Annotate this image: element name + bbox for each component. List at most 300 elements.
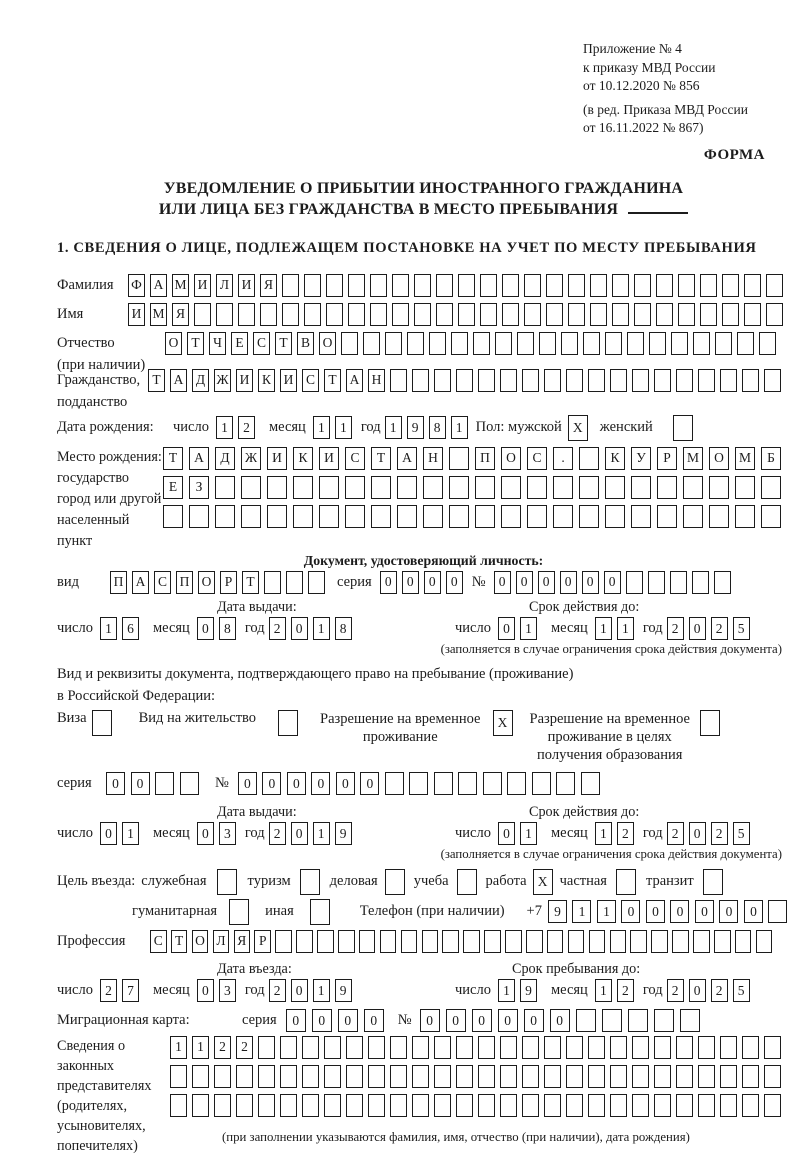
form-cell[interactable]: 0 <box>689 822 706 845</box>
form-cell[interactable] <box>473 332 490 355</box>
form-cell[interactable] <box>744 303 761 326</box>
form-cell[interactable] <box>475 505 495 528</box>
form-cell[interactable] <box>546 303 563 326</box>
form-cell[interactable]: А <box>189 447 209 470</box>
form-cell[interactable] <box>341 332 358 355</box>
form-cell[interactable]: 0 <box>197 979 214 1002</box>
form-cell[interactable] <box>346 1036 363 1059</box>
form-cell[interactable]: Л <box>216 274 233 297</box>
form-cell[interactable] <box>500 1065 517 1088</box>
form-cell[interactable] <box>458 274 475 297</box>
form-cell[interactable] <box>194 303 211 326</box>
form-cell[interactable]: 8 <box>219 617 236 640</box>
form-cell[interactable]: 0 <box>446 1009 466 1032</box>
form-cell[interactable] <box>566 369 583 392</box>
form-cell[interactable] <box>189 505 209 528</box>
form-cell[interactable] <box>632 1065 649 1088</box>
form-cell[interactable] <box>348 274 365 297</box>
form-cell[interactable] <box>612 303 629 326</box>
form-cell[interactable] <box>700 303 717 326</box>
form-cell[interactable] <box>761 476 781 499</box>
form-cell[interactable] <box>397 505 417 528</box>
form-cell[interactable]: В <box>297 332 314 355</box>
form-cell[interactable] <box>735 505 755 528</box>
form-cell[interactable]: 1 <box>597 900 616 923</box>
form-cell[interactable] <box>657 505 677 528</box>
form-cell[interactable]: 0 <box>311 772 330 795</box>
form-cell[interactable]: С <box>302 369 319 392</box>
form-cell[interactable] <box>632 369 649 392</box>
form-cell[interactable] <box>215 505 235 528</box>
form-cell[interactable]: А <box>170 369 187 392</box>
form-cell[interactable] <box>324 1065 341 1088</box>
form-cell[interactable] <box>436 274 453 297</box>
form-cell[interactable]: 2 <box>617 979 634 1002</box>
form-cell[interactable]: 1 <box>617 617 634 640</box>
form-cell[interactable]: 2 <box>236 1036 253 1059</box>
form-cell[interactable] <box>610 1065 627 1088</box>
form-cell[interactable] <box>267 505 287 528</box>
form-cell[interactable]: Т <box>171 930 188 953</box>
form-cell[interactable]: X <box>568 415 588 441</box>
form-cell[interactable] <box>610 369 627 392</box>
form-cell[interactable]: 0 <box>494 571 511 594</box>
form-cell[interactable] <box>698 369 715 392</box>
form-cell[interactable] <box>442 930 459 953</box>
form-cell[interactable] <box>319 505 339 528</box>
form-cell[interactable] <box>709 505 729 528</box>
form-cell[interactable]: О <box>501 447 521 470</box>
form-cell[interactable] <box>390 1094 407 1117</box>
form-cell[interactable] <box>766 303 783 326</box>
form-cell[interactable]: 2 <box>667 617 684 640</box>
form-cell[interactable]: 2 <box>711 979 728 1002</box>
form-cell[interactable] <box>656 303 673 326</box>
form-cell[interactable]: Т <box>187 332 204 355</box>
form-cell[interactable]: К <box>258 369 275 392</box>
form-cell[interactable] <box>324 1036 341 1059</box>
form-cell[interactable] <box>345 476 365 499</box>
form-cell[interactable]: С <box>345 447 365 470</box>
form-cell[interactable]: Я <box>234 930 251 953</box>
form-cell[interactable] <box>390 369 407 392</box>
form-cell[interactable] <box>628 1009 648 1032</box>
form-cell[interactable]: . <box>553 447 573 470</box>
form-cell[interactable] <box>714 571 731 594</box>
form-cell[interactable] <box>561 332 578 355</box>
form-cell[interactable] <box>589 930 606 953</box>
form-cell[interactable] <box>632 1094 649 1117</box>
form-cell[interactable]: 0 <box>106 772 125 795</box>
form-cell[interactable] <box>524 274 541 297</box>
form-cell[interactable]: 9 <box>520 979 537 1002</box>
form-cell[interactable] <box>588 369 605 392</box>
form-cell[interactable] <box>363 332 380 355</box>
form-cell[interactable] <box>434 369 451 392</box>
form-cell[interactable] <box>345 505 365 528</box>
form-cell[interactable]: 2 <box>100 979 117 1002</box>
form-cell[interactable] <box>500 1094 517 1117</box>
form-cell[interactable] <box>502 274 519 297</box>
form-cell[interactable] <box>612 274 629 297</box>
form-cell[interactable] <box>568 274 585 297</box>
form-cell[interactable] <box>422 930 439 953</box>
form-cell[interactable] <box>610 1036 627 1059</box>
form-cell[interactable] <box>317 930 334 953</box>
form-cell[interactable] <box>703 869 723 895</box>
form-cell[interactable] <box>501 476 521 499</box>
form-cell[interactable]: 2 <box>269 822 286 845</box>
form-cell[interactable]: 5 <box>733 979 750 1002</box>
form-cell[interactable]: 0 <box>287 772 306 795</box>
form-cell[interactable]: 1 <box>385 416 402 439</box>
form-cell[interactable]: О <box>165 332 182 355</box>
form-cell[interactable]: Т <box>324 369 341 392</box>
form-cell[interactable]: 1 <box>520 822 537 845</box>
form-cell[interactable] <box>654 369 671 392</box>
form-cell[interactable] <box>693 930 710 953</box>
form-cell[interactable]: Ч <box>209 332 226 355</box>
form-cell[interactable]: 1 <box>520 617 537 640</box>
form-cell[interactable]: К <box>293 447 313 470</box>
form-cell[interactable] <box>397 476 417 499</box>
form-cell[interactable] <box>714 930 731 953</box>
form-cell[interactable] <box>458 772 477 795</box>
form-cell[interactable]: Р <box>220 571 237 594</box>
form-cell[interactable] <box>412 1065 429 1088</box>
form-cell[interactable]: 6 <box>122 617 139 640</box>
form-cell[interactable] <box>590 274 607 297</box>
form-cell[interactable]: 8 <box>429 416 446 439</box>
form-cell[interactable] <box>215 476 235 499</box>
form-cell[interactable] <box>463 930 480 953</box>
form-cell[interactable]: 3 <box>219 822 236 845</box>
form-cell[interactable] <box>553 476 573 499</box>
form-cell[interactable]: 0 <box>560 571 577 594</box>
form-cell[interactable] <box>258 1065 275 1088</box>
form-cell[interactable]: И <box>236 369 253 392</box>
form-cell[interactable]: 1 <box>192 1036 209 1059</box>
form-cell[interactable] <box>296 930 313 953</box>
form-cell[interactable]: С <box>253 332 270 355</box>
form-cell[interactable] <box>423 505 443 528</box>
form-cell[interactable] <box>392 274 409 297</box>
form-cell[interactable] <box>275 930 292 953</box>
form-cell[interactable] <box>310 899 330 925</box>
form-cell[interactable] <box>359 930 376 953</box>
form-cell[interactable]: 0 <box>538 571 555 594</box>
form-cell[interactable] <box>214 1065 231 1088</box>
form-cell[interactable] <box>436 303 453 326</box>
form-cell[interactable] <box>626 571 643 594</box>
form-cell[interactable] <box>280 1036 297 1059</box>
form-cell[interactable] <box>583 332 600 355</box>
form-cell[interactable] <box>579 505 599 528</box>
form-cell[interactable] <box>390 1036 407 1059</box>
form-cell[interactable]: 0 <box>498 617 515 640</box>
form-cell[interactable] <box>654 1009 674 1032</box>
form-cell[interactable] <box>236 1094 253 1117</box>
form-cell[interactable] <box>722 303 739 326</box>
form-cell[interactable]: 0 <box>719 900 738 923</box>
form-cell[interactable] <box>241 505 261 528</box>
form-cell[interactable]: 0 <box>472 1009 492 1032</box>
form-cell[interactable] <box>605 332 622 355</box>
form-cell[interactable] <box>451 332 468 355</box>
form-cell[interactable] <box>449 476 469 499</box>
form-cell[interactable]: Т <box>275 332 292 355</box>
form-cell[interactable] <box>547 930 564 953</box>
form-cell[interactable]: 0 <box>360 772 379 795</box>
form-cell[interactable] <box>649 332 666 355</box>
form-cell[interactable] <box>651 930 668 953</box>
form-cell[interactable]: 1 <box>335 416 352 439</box>
form-cell[interactable] <box>657 476 677 499</box>
form-cell[interactable] <box>698 1065 715 1088</box>
form-cell[interactable] <box>412 1036 429 1059</box>
form-cell[interactable] <box>568 303 585 326</box>
form-cell[interactable] <box>302 1065 319 1088</box>
form-cell[interactable] <box>217 869 237 895</box>
form-cell[interactable]: Е <box>231 332 248 355</box>
form-cell[interactable]: 9 <box>548 900 567 923</box>
form-cell[interactable] <box>539 332 556 355</box>
form-cell[interactable] <box>392 303 409 326</box>
form-cell[interactable] <box>480 303 497 326</box>
form-cell[interactable] <box>610 1094 627 1117</box>
form-cell[interactable]: 2 <box>711 617 728 640</box>
form-cell[interactable]: 0 <box>197 617 214 640</box>
form-cell[interactable]: А <box>346 369 363 392</box>
form-cell[interactable] <box>192 1065 209 1088</box>
form-cell[interactable]: Р <box>254 930 271 953</box>
form-cell[interactable]: А <box>150 274 167 297</box>
form-cell[interactable] <box>532 772 551 795</box>
form-cell[interactable]: 5 <box>733 822 750 845</box>
form-cell[interactable] <box>236 1065 253 1088</box>
form-cell[interactable]: 0 <box>100 822 117 845</box>
form-cell[interactable] <box>715 332 732 355</box>
form-cell[interactable] <box>260 303 277 326</box>
form-cell[interactable] <box>742 1065 759 1088</box>
form-cell[interactable] <box>434 1065 451 1088</box>
form-cell[interactable]: 0 <box>420 1009 440 1032</box>
form-cell[interactable] <box>407 332 424 355</box>
form-cell[interactable]: 0 <box>498 822 515 845</box>
form-cell[interactable] <box>544 1065 561 1088</box>
form-cell[interactable] <box>654 1036 671 1059</box>
form-cell[interactable]: П <box>475 447 495 470</box>
form-cell[interactable]: 0 <box>498 1009 518 1032</box>
form-cell[interactable] <box>546 274 563 297</box>
form-cell[interactable] <box>434 772 453 795</box>
form-cell[interactable]: 8 <box>335 617 352 640</box>
form-cell[interactable] <box>720 1065 737 1088</box>
form-cell[interactable]: И <box>319 447 339 470</box>
form-cell[interactable] <box>502 303 519 326</box>
form-cell[interactable]: 1 <box>572 900 591 923</box>
form-cell[interactable] <box>579 447 599 470</box>
form-cell[interactable] <box>670 571 687 594</box>
form-cell[interactable]: 0 <box>336 772 355 795</box>
form-cell[interactable] <box>590 303 607 326</box>
form-cell[interactable]: 0 <box>516 571 533 594</box>
form-cell[interactable] <box>456 1065 473 1088</box>
form-cell[interactable]: 0 <box>646 900 665 923</box>
form-cell[interactable] <box>720 369 737 392</box>
form-cell[interactable] <box>588 1094 605 1117</box>
form-cell[interactable]: 0 <box>131 772 150 795</box>
form-cell[interactable]: Р <box>657 447 677 470</box>
form-cell[interactable]: И <box>267 447 287 470</box>
form-cell[interactable]: 0 <box>424 571 441 594</box>
form-cell[interactable]: Ж <box>241 447 261 470</box>
form-cell[interactable] <box>700 274 717 297</box>
form-cell[interactable]: М <box>150 303 167 326</box>
form-cell[interactable] <box>522 369 539 392</box>
form-cell[interactable] <box>527 476 547 499</box>
form-cell[interactable] <box>368 1065 385 1088</box>
form-cell[interactable] <box>385 332 402 355</box>
form-cell[interactable] <box>414 303 431 326</box>
form-cell[interactable] <box>602 1009 622 1032</box>
form-cell[interactable] <box>434 1094 451 1117</box>
form-cell[interactable] <box>605 476 625 499</box>
form-cell[interactable]: И <box>128 303 145 326</box>
form-cell[interactable]: 0 <box>286 1009 306 1032</box>
form-cell[interactable] <box>300 869 320 895</box>
form-cell[interactable]: 0 <box>291 979 308 1002</box>
form-cell[interactable] <box>258 1094 275 1117</box>
form-cell[interactable] <box>346 1065 363 1088</box>
form-cell[interactable] <box>282 274 299 297</box>
form-cell[interactable] <box>501 505 521 528</box>
form-cell[interactable] <box>683 476 703 499</box>
form-cell[interactable] <box>478 1036 495 1059</box>
form-cell[interactable]: Я <box>172 303 189 326</box>
form-cell[interactable]: 7 <box>122 979 139 1002</box>
form-cell[interactable] <box>456 1094 473 1117</box>
form-cell[interactable]: М <box>172 274 189 297</box>
form-cell[interactable] <box>429 332 446 355</box>
form-cell[interactable] <box>700 710 720 736</box>
form-cell[interactable] <box>163 505 183 528</box>
form-cell[interactable]: 9 <box>335 822 352 845</box>
form-cell[interactable] <box>720 1094 737 1117</box>
form-cell[interactable] <box>742 369 759 392</box>
form-cell[interactable]: 0 <box>550 1009 570 1032</box>
form-cell[interactable]: Н <box>368 369 385 392</box>
form-cell[interactable]: Д <box>192 369 209 392</box>
form-cell[interactable] <box>742 1094 759 1117</box>
form-cell[interactable] <box>338 930 355 953</box>
form-cell[interactable] <box>500 369 517 392</box>
form-cell[interactable]: И <box>194 274 211 297</box>
form-cell[interactable] <box>390 1065 407 1088</box>
form-cell[interactable] <box>524 303 541 326</box>
form-cell[interactable] <box>278 710 298 736</box>
form-cell[interactable] <box>368 1036 385 1059</box>
form-cell[interactable] <box>568 930 585 953</box>
form-cell[interactable] <box>414 274 431 297</box>
form-cell[interactable] <box>676 1036 693 1059</box>
form-cell[interactable]: С <box>527 447 547 470</box>
form-cell[interactable] <box>308 571 325 594</box>
form-cell[interactable]: Т <box>163 447 183 470</box>
form-cell[interactable] <box>735 476 755 499</box>
form-cell[interactable]: П <box>110 571 127 594</box>
form-cell[interactable] <box>527 505 547 528</box>
form-cell[interactable] <box>678 303 695 326</box>
form-cell[interactable] <box>280 1094 297 1117</box>
form-cell[interactable] <box>267 476 287 499</box>
form-cell[interactable] <box>478 1065 495 1088</box>
form-cell[interactable]: X <box>533 869 553 895</box>
form-cell[interactable] <box>457 869 477 895</box>
form-cell[interactable] <box>484 930 501 953</box>
form-cell[interactable] <box>693 332 710 355</box>
form-cell[interactable] <box>566 1065 583 1088</box>
form-cell[interactable]: 2 <box>617 822 634 845</box>
form-cell[interactable] <box>648 571 665 594</box>
form-cell[interactable]: С <box>150 930 167 953</box>
form-cell[interactable] <box>759 332 776 355</box>
form-cell[interactable]: 0 <box>402 571 419 594</box>
form-cell[interactable] <box>192 1094 209 1117</box>
form-cell[interactable] <box>517 332 534 355</box>
form-cell[interactable] <box>610 930 627 953</box>
form-cell[interactable] <box>656 274 673 297</box>
form-cell[interactable] <box>761 505 781 528</box>
form-cell[interactable] <box>526 930 543 953</box>
form-cell[interactable] <box>449 447 469 470</box>
form-cell[interactable] <box>326 303 343 326</box>
form-cell[interactable] <box>630 930 647 953</box>
form-cell[interactable] <box>348 303 365 326</box>
form-cell[interactable]: 2 <box>667 979 684 1002</box>
form-cell[interactable] <box>478 1094 495 1117</box>
form-cell[interactable]: Т <box>242 571 259 594</box>
form-cell[interactable]: Л <box>213 930 230 953</box>
form-cell[interactable]: 0 <box>689 979 706 1002</box>
form-cell[interactable] <box>480 274 497 297</box>
form-cell[interactable] <box>683 505 703 528</box>
form-cell[interactable] <box>522 1065 539 1088</box>
form-cell[interactable]: 5 <box>733 617 750 640</box>
form-cell[interactable]: 0 <box>312 1009 332 1032</box>
form-cell[interactable] <box>722 274 739 297</box>
form-cell[interactable] <box>324 1094 341 1117</box>
form-cell[interactable]: 2 <box>667 822 684 845</box>
form-cell[interactable] <box>588 1036 605 1059</box>
form-cell[interactable]: 1 <box>100 617 117 640</box>
form-cell[interactable] <box>768 900 787 923</box>
form-cell[interactable] <box>579 476 599 499</box>
form-cell[interactable] <box>304 274 321 297</box>
form-cell[interactable] <box>458 303 475 326</box>
form-cell[interactable] <box>380 930 397 953</box>
form-cell[interactable]: О <box>192 930 209 953</box>
form-cell[interactable] <box>326 274 343 297</box>
form-cell[interactable] <box>401 930 418 953</box>
form-cell[interactable] <box>634 303 651 326</box>
form-cell[interactable] <box>581 772 600 795</box>
form-cell[interactable] <box>412 369 429 392</box>
form-cell[interactable]: З <box>189 476 209 499</box>
form-cell[interactable] <box>616 869 636 895</box>
form-cell[interactable]: 1 <box>216 416 233 439</box>
form-cell[interactable]: А <box>132 571 149 594</box>
